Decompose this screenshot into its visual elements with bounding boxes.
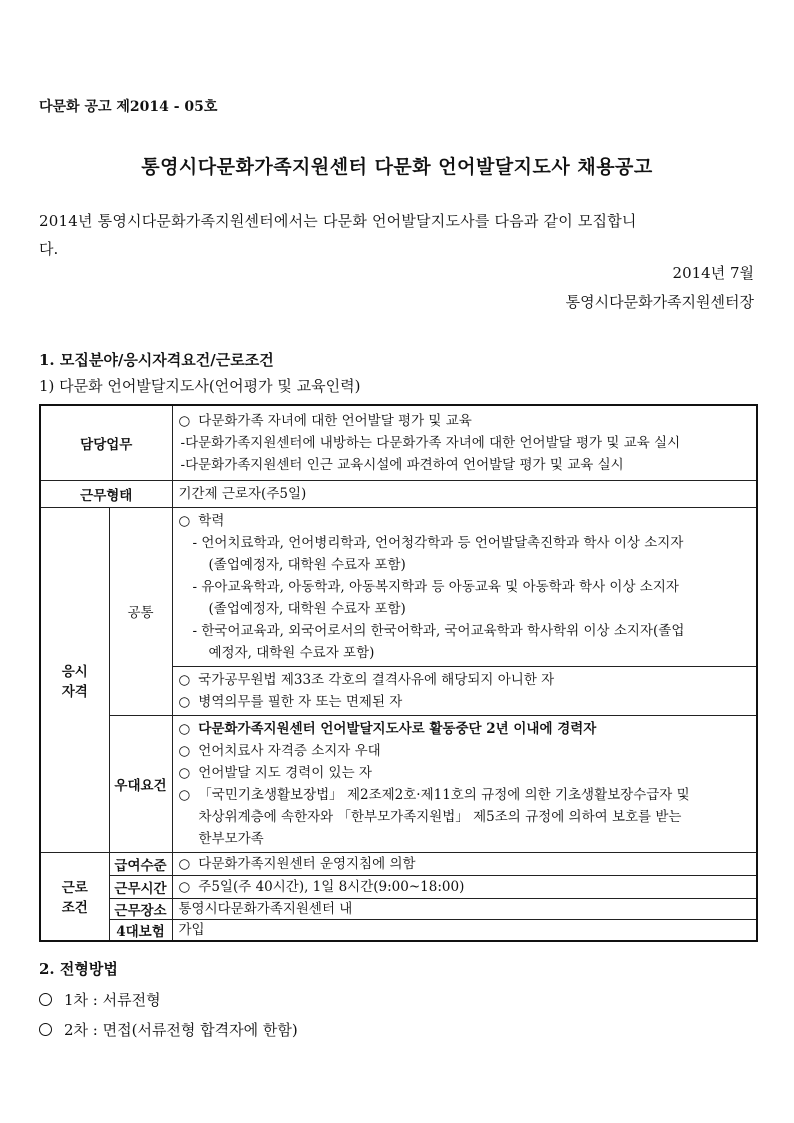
qualification-label-line-2: 자격 [61, 683, 88, 700]
place-value: 통영시다문화가족지원센터 내 [172, 898, 757, 919]
notice-number: 다문화 공고 제2014 - 05호 [39, 99, 218, 115]
intro-text-line-2: 다. [39, 240, 59, 258]
recruitment-table [39, 404, 758, 942]
insurance-label: 4대보험 [109, 919, 172, 941]
page-title: 통영시다문화가족지원센터 다문화 언어발달지도사 채용공고 [141, 156, 653, 178]
duty-content [172, 405, 757, 480]
place-label: 근무장소 [109, 898, 172, 919]
pay-row [40, 852, 757, 875]
selection-step-2-text: 2차 : 면접(서류전형 합격자에 한함) [64, 1021, 298, 1039]
duty-row [40, 405, 757, 480]
hours-label: 근무시간 [109, 875, 172, 898]
preferred-line-3: ○ 언어발달 지도 경력이 있는 자 [179, 762, 751, 784]
preferred-content [172, 715, 757, 852]
preferred-line-4: ○ 「국민기초생활보장법」 제2조제2호·제11호의 규정에 의한 기초생활보장수급자 및 [179, 784, 751, 806]
selection-step-2 [39, 1019, 298, 1040]
pay-value [172, 852, 757, 875]
issuer-name: 통영시다문화가족지원센터장 [565, 293, 754, 311]
hours-value [172, 875, 757, 898]
conditions-label-line-2: 조건 [61, 900, 88, 916]
hours-value-text: ○ 주5일(주 40시간), 1일 8시간(9:00~18:00) [179, 879, 465, 895]
preferred-label: 우대요건 [109, 715, 172, 852]
hours-row [40, 875, 757, 898]
conditions-label-line-1: 근로 [61, 880, 88, 896]
selection-step-1 [39, 989, 161, 1010]
selection-step-1-text: 1차 : 서류전형 [64, 991, 161, 1009]
education-line-3: - 유아교육학과, 아동학과, 아동복지학과 등 아동교육 및 아동학과 학사 이상 소지자 [192, 578, 679, 595]
insurance-row [40, 919, 757, 941]
section-2-heading: 2. 전형방법 [39, 960, 118, 978]
education-line-2: (졸업예정자, 대학원 수료자 포함) [208, 556, 406, 573]
law-line: ○ 국가공무원법 제33조 각호의 결격사유에 해당되지 아니한 자 [179, 669, 751, 691]
qualification-label [40, 507, 109, 852]
duty-line-3: -다문화가족지원센터 인근 교육시설에 파견하여 언어발달 평가 및 교육 실시 [180, 456, 624, 473]
education-content [172, 507, 757, 666]
duty-line-2: -다문화가족지원센터에 내방하는 다문화가족 자녀에 대한 언어발달 평가 및 교육 실시 [180, 434, 681, 451]
preferred-line-6: 한부모가족 [198, 830, 264, 847]
work-type-row [40, 480, 757, 507]
pay-label: 급여수준 [109, 852, 172, 875]
preferred-row [40, 715, 757, 852]
duty-label: 담당업무 [40, 405, 172, 480]
conditions-label [40, 852, 109, 941]
duty-line-1: ○ 다문화가족 자녀에 대한 언어발달 평가 및 교육 [179, 410, 751, 432]
law-content [172, 666, 757, 715]
education-line-4: (졸업예정자, 대학원 수료자 포함) [208, 600, 406, 617]
intro-text-line-1: 2014년 통영시다문화가족지원센터에서는 다문화 언어발달지도사를 다음과 같이 모집합니 [39, 212, 637, 230]
work-type-value: 기간제 근로자(주5일) [172, 480, 757, 507]
section-1-subheading: 1) 다문화 언어발달지도사(언어평가 및 교육인력) [39, 377, 361, 395]
preferred-line-1: ○ 다문화가족지원센터 언어발달지도사로 활동중단 2년 이내에 경력자 [179, 718, 751, 740]
pay-value-text: ○ 다문화가족지원센터 운영지침에 의함 [179, 856, 416, 872]
common-label: 공통 [109, 507, 172, 715]
education-line-5: - 한국어교육과, 외국어로서의 한국어학과, 국어교육학과 학사학위 이상 소지자(졸업 [192, 622, 685, 639]
notice-date: 2014년 7월 [672, 264, 754, 282]
preferred-line-5: 차상위계층에 속한자와 「한부모가족지원법」 제5조의 규정에 의하여 보호를 받는 [198, 808, 682, 825]
insurance-value: 가입 [172, 919, 757, 941]
circle-bullet-icon [39, 1023, 52, 1036]
preferred-line-2: ○ 언어치료사 자격증 소지자 우대 [179, 740, 751, 762]
education-line-6: 예정자, 대학원 수료자 포함) [208, 644, 375, 661]
place-row [40, 898, 757, 919]
qualification-label-line-1: 응시 [61, 663, 88, 680]
education-title: ○ 학력 [179, 510, 751, 532]
qualification-education-row [40, 507, 757, 666]
section-1-heading: 1. 모집분야/응시자격요건/근로조건 [39, 351, 274, 369]
circle-bullet-icon [39, 993, 52, 1006]
military-line: ○ 병역의무를 필한 자 또는 면제된 자 [179, 691, 751, 713]
work-type-label: 근무형태 [40, 480, 172, 507]
education-line-1: - 언어치료학과, 언어병리학과, 언어청각학과 등 언어발달촉진학과 학사 이상 소지자 [192, 534, 684, 551]
